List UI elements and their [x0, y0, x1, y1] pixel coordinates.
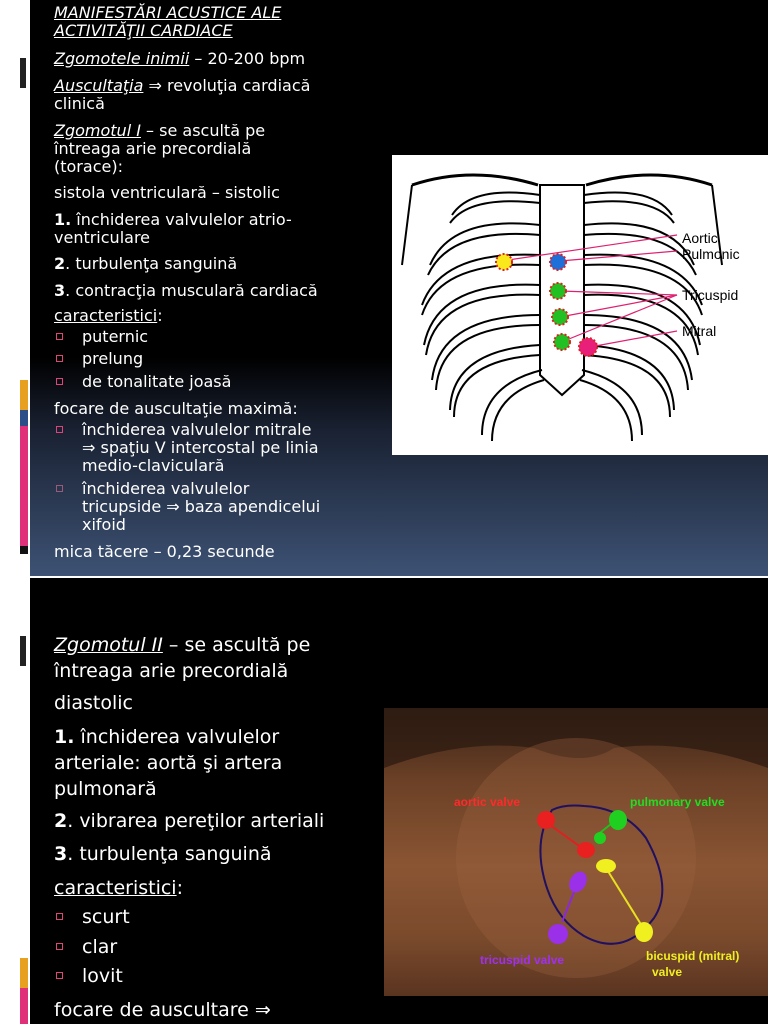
text-line: lovit: [82, 965, 123, 987]
text-line: clar: [82, 936, 118, 958]
text-line: xifoid: [82, 515, 126, 534]
text-line: închiderea valvulelor mitrale: [82, 420, 312, 439]
text-line: medio-claviculară: [82, 456, 225, 475]
torso-heart-valves-photo: [384, 708, 768, 996]
text-line: 1. închiderea valvulelor: [54, 726, 280, 748]
text-line: tricupside ⇒ baza apendicelui: [82, 497, 321, 516]
text-line: focare de auscultare ⇒: [54, 999, 271, 1021]
sub-bullet-marker: [56, 913, 63, 920]
bullet-marker: [14, 851, 20, 857]
text-line: închiderea valvulelor: [82, 479, 250, 498]
label-bicuspid-valve-2: valve: [652, 965, 683, 979]
label-mitral: Mitral: [682, 323, 717, 339]
text-line: sistola ventriculară – sistolic: [54, 183, 280, 202]
sub-bullet-marker: [56, 333, 63, 340]
bullet-marker: [14, 10, 20, 16]
bullet-marker: [14, 818, 20, 824]
sub-bullet-marker: [56, 972, 63, 979]
sub-bullet-marker: [56, 485, 63, 492]
text-line: ACTIVITĂŢII CARDIACE: [54, 21, 233, 40]
text-line: focare de auscultaţie maximă:: [54, 399, 298, 418]
text-line: MANIFESTĂRI ACUSTICE ALE: [54, 3, 282, 22]
text-line: mica tăcere – 0,23 secunde: [54, 542, 275, 561]
sub-bullet-marker: [56, 378, 63, 385]
text-line: puternic: [82, 327, 149, 346]
text-line: întreaga arie precordială: [54, 660, 289, 682]
bullet-marker: [14, 1007, 20, 1013]
slide-second-heart-sound: [0, 578, 768, 1024]
slide-left-strip: [0, 578, 30, 1024]
label-pulmonic: Pulmonic: [682, 246, 740, 262]
bullet-marker: [14, 217, 20, 223]
text-line: întreaga arie precordială: [54, 139, 252, 158]
bullet-marker: [14, 128, 20, 134]
text-line: Zgomotul II – se ascultă pe: [54, 634, 311, 656]
text-line: 3. turbulenţa sanguină: [54, 843, 272, 865]
text-line: ⇒ spaţiu V intercostal pe linia: [82, 438, 319, 457]
ribcage-auscultation-figure: [392, 155, 768, 455]
bullet-marker: [14, 885, 20, 891]
text-line: scurt: [82, 906, 130, 928]
label-tricuspid: Tricuspid: [682, 287, 739, 303]
text-line: clinică: [54, 94, 105, 113]
bullet-marker: [14, 288, 20, 294]
bullet-marker: [14, 313, 20, 319]
text-line: (torace):: [54, 157, 123, 176]
bullet-marker: [14, 734, 20, 740]
text-line: caracteristici:: [54, 877, 183, 899]
label-aortic: Aortic: [682, 230, 718, 246]
sub-bullet-marker: [56, 355, 63, 362]
sub-bullet-marker: [56, 943, 63, 950]
bullet-marker: [14, 190, 20, 196]
text-line: arteriale: aortă şi artera: [54, 752, 283, 774]
label-bicuspid-valve: bicuspid (mitral): [646, 949, 740, 963]
bullet-marker: [14, 261, 20, 267]
text-line: ventriculare: [54, 228, 151, 247]
text-line: caracteristici:: [54, 306, 163, 325]
label-pulmonary-valve: pulmonary valve: [630, 795, 725, 809]
text-line: Zgomotele inimii – 20-200 bpm: [54, 49, 306, 68]
bullet-marker: [14, 700, 20, 706]
text-line: Auscultaţia ⇒ revoluţia cardiacă: [54, 76, 311, 95]
text-line: 1. închiderea valvulelor atrio-: [54, 210, 292, 229]
text-line: de tonalitate joasă: [82, 372, 232, 391]
text-line: prelung: [82, 349, 144, 368]
text-line: 2. vibrarea pereţilor arteriali: [54, 810, 325, 832]
text-line: 3. contracţia musculară cardiacă: [54, 281, 318, 300]
sub-bullet-marker: [56, 426, 63, 433]
text-line: pulmonară: [54, 778, 157, 800]
text-line: 2. turbulenţa sanguină: [54, 254, 238, 273]
label-tricuspid-valve: tricuspid valve: [480, 953, 565, 967]
text-line: diastolic: [54, 692, 133, 714]
text-line: Zgomotul I – se ascultă pe: [54, 121, 266, 140]
label-aortic-valve: aortic valve: [454, 795, 521, 809]
